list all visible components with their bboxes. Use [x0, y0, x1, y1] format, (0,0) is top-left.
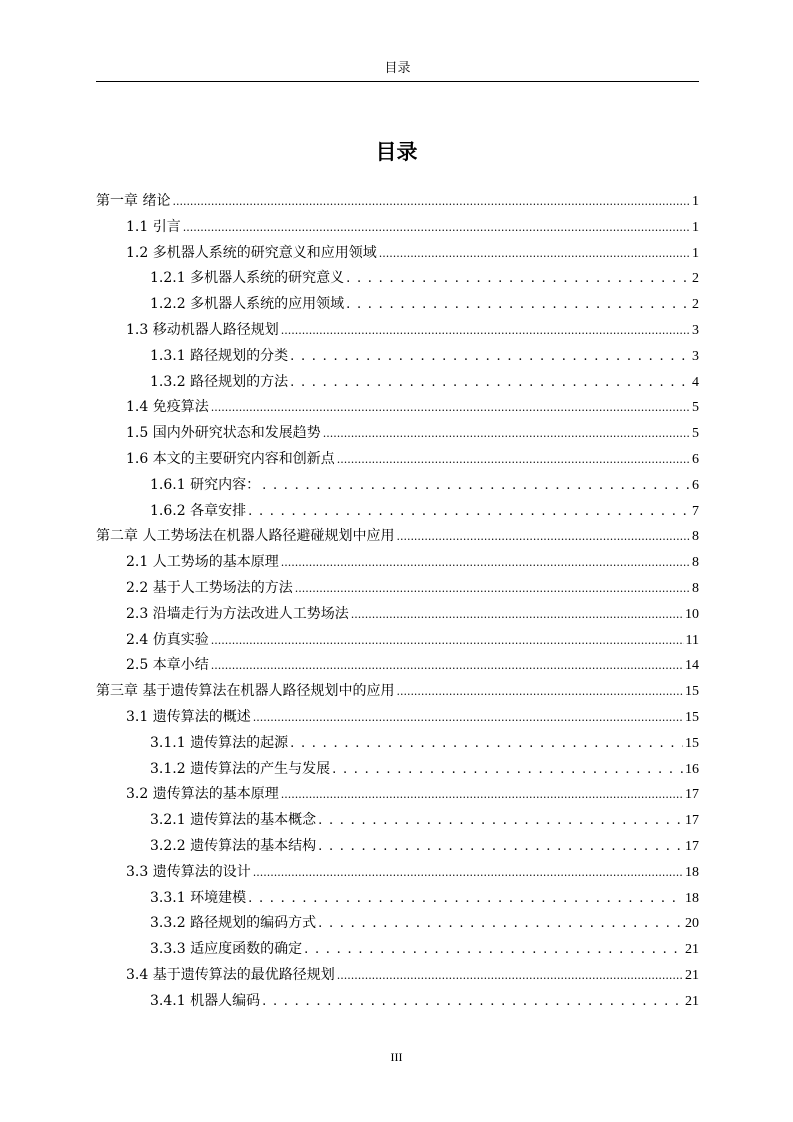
toc-dot-leader	[262, 988, 683, 1015]
toc-dot-leader	[337, 446, 690, 473]
toc-dot-leader	[337, 962, 683, 989]
toc-entry-page: 15	[685, 710, 699, 725]
toc-entry[interactable]	[126, 446, 699, 472]
page-title: 目录	[375, 139, 418, 164]
toc-entry-page: 6	[692, 477, 699, 493]
toc-entry-page: 3	[692, 323, 699, 338]
toc-entry-page: 10	[685, 606, 699, 622]
toc-entry-label: 1.6.2 各章安排	[150, 502, 247, 519]
toc-entry-page: 17	[685, 813, 699, 829]
toc-entry[interactable]	[150, 756, 699, 782]
toc-dot-leader	[281, 781, 683, 808]
toc-entry-label: 1.6 本文的主要研究内容和创新点	[126, 451, 335, 467]
toc-entry-label: 3.3.2 路径规划的编码方式	[150, 915, 317, 932]
toc-entry-label: 2.3 沿墙走行为方法改进人工势场法	[126, 605, 349, 622]
toc-entry-label: 3.4.1 机器人编码	[150, 992, 261, 1009]
toc-entry[interactable]	[126, 317, 699, 343]
toc-dot-leader	[346, 265, 690, 292]
toc-entry-page: 2	[692, 271, 699, 287]
toc-entry-label: 3.2.2 遗传算法的基本结构	[150, 838, 317, 854]
toc-dot-leader	[318, 910, 683, 937]
toc-entry-label: 1.5 国内外研究状态和发展趋势	[126, 425, 321, 442]
toc-dot-leader	[290, 369, 690, 396]
toc-entry-page: 1	[692, 245, 699, 261]
toc-entry-label: 1.3 移动机器人路径规划	[126, 322, 279, 338]
toc-entry-page: 14	[685, 658, 699, 674]
toc-dot-leader	[323, 420, 690, 447]
toc-entry[interactable]	[96, 678, 699, 704]
toc-entry-label: 1.2.2 多机器人系统的应用领域	[150, 296, 345, 313]
toc-entry[interactable]	[126, 575, 699, 601]
toc-entry[interactable]	[150, 472, 699, 498]
toc-entry[interactable]	[126, 859, 699, 885]
toc-entry-page: 5	[692, 426, 699, 442]
toc-entry-page: 11	[685, 632, 699, 648]
toc-entry[interactable]	[126, 394, 699, 420]
toc-entry-label: 2.2 基于人工势场法的方法	[126, 580, 293, 596]
toc-entry-label: 3.3.3 适应度函数的确定	[150, 941, 303, 958]
toc-entry-page: 4	[692, 374, 699, 390]
toc-entry-label: 第一章 绪论	[96, 193, 171, 209]
toc-dot-leader	[253, 704, 683, 731]
toc-entry[interactable]	[150, 988, 699, 1014]
toc-dot-leader	[290, 730, 683, 757]
toc-entry[interactable]	[150, 910, 699, 936]
toc-entry-label: 2.5 本章小结	[126, 657, 209, 674]
toc-entry-page: 3	[692, 348, 699, 364]
toc-dot-leader	[318, 833, 683, 860]
toc-entry[interactable]	[126, 781, 699, 807]
toc-entry-label: 1.3.2 路径规划的方法	[150, 373, 289, 390]
toc-entry[interactable]	[150, 291, 699, 317]
toc-dot-leader	[281, 549, 690, 576]
toc-entry-page: 18	[685, 864, 699, 880]
toc-entry-page: 16	[685, 761, 699, 777]
toc-entry[interactable]	[150, 265, 699, 291]
toc-entry-label: 1.2.1 多机器人系统的研究意义	[150, 270, 345, 287]
toc-entry-page: 7	[692, 503, 699, 519]
toc-entry[interactable]	[126, 704, 699, 730]
toc-entry-label: 3.2.1 遗传算法的基本概念	[150, 812, 317, 829]
toc-entry-label: 1.6.1 研究内容：	[150, 476, 261, 493]
toc-dot-leader	[172, 188, 690, 215]
running-header	[96, 60, 699, 82]
toc-entry[interactable]	[126, 549, 699, 575]
toc-entry-label: 1.4 免疫算法	[126, 399, 209, 416]
toc-dot-leader	[183, 214, 690, 241]
toc-entry[interactable]	[126, 652, 699, 678]
toc-entry-label: 第二章 人工势场法在机器人路径避碰规划中应用	[96, 528, 395, 545]
toc-entry[interactable]	[150, 498, 699, 524]
toc-entry[interactable]	[150, 343, 699, 369]
toc-entry-label: 第三章 基于遗传算法在机器人路径规划中的应用	[96, 683, 395, 700]
toc-entry-label: 1.2 多机器人系统的研究意义和应用领域	[126, 244, 377, 261]
page-number: III	[390, 1050, 403, 1064]
toc-dot-leader	[396, 678, 683, 705]
toc-dot-leader	[211, 394, 690, 421]
toc-entry-page: 6	[692, 452, 699, 467]
toc-dot-leader	[351, 601, 683, 628]
toc-entry-label: 2.1 人工势场的基本原理	[126, 554, 279, 571]
toc-entry-page: 8	[692, 555, 699, 571]
toc-entry-page: 2	[692, 297, 699, 313]
toc-dot-leader	[295, 575, 690, 602]
toc-entry[interactable]	[150, 833, 699, 859]
toc-entry-label: 1.1 引言	[126, 218, 181, 235]
toc-dot-leader	[379, 240, 690, 267]
toc-entry-page: 18	[685, 890, 699, 906]
toc-entry-page: 5	[692, 400, 699, 416]
toc-entry[interactable]	[126, 214, 699, 240]
toc-entry[interactable]	[126, 420, 699, 446]
toc-entry-label: 3.1.2 遗传算法的产生与发展	[150, 760, 331, 777]
toc-entry-page: 1	[692, 219, 699, 235]
toc-entry-page: 1	[692, 194, 699, 209]
toc-dot-leader	[248, 498, 690, 525]
toc-entry-label: 2.4 仿真实验	[126, 631, 209, 648]
toc-entry-label: 3.1 遗传算法的概述	[126, 709, 251, 725]
toc-entry[interactable]	[150, 730, 699, 756]
toc-dot-leader	[396, 523, 690, 550]
toc-dot-leader	[332, 756, 683, 783]
running-header-title: 目录	[384, 61, 411, 76]
toc-entry-label: 3.3 遗传算法的设计	[126, 863, 251, 880]
toc-entry-label: 3.2 遗传算法的基本原理	[126, 786, 279, 803]
toc-entry[interactable]	[126, 601, 699, 627]
toc-entry[interactable]	[126, 627, 699, 653]
toc-dot-leader	[262, 472, 690, 499]
toc-dot-leader	[253, 859, 683, 886]
toc-dot-leader	[281, 317, 690, 344]
toc-dot-leader	[304, 936, 683, 963]
toc-entry-label: 3.1.1 遗传算法的起源	[150, 734, 289, 751]
toc-entry-page: 15	[685, 684, 699, 700]
toc-entry-page: 8	[692, 581, 699, 596]
toc-dot-leader	[248, 885, 683, 912]
toc-entry[interactable]	[126, 240, 699, 266]
toc-dot-leader	[318, 807, 683, 834]
toc-entry-page: 17	[685, 787, 699, 803]
toc-entry-page: 20	[685, 916, 699, 932]
toc-dot-leader	[290, 343, 690, 370]
toc-entry[interactable]	[96, 188, 699, 214]
toc-entry[interactable]	[150, 369, 699, 395]
toc-entry[interactable]	[150, 936, 699, 962]
toc-entry[interactable]	[150, 885, 699, 911]
toc-dot-leader	[211, 627, 684, 654]
toc-entry-label: 3.4 基于遗传算法的最优路径规划	[126, 967, 335, 983]
toc-dot-leader	[346, 291, 690, 318]
toc-entry[interactable]	[150, 807, 699, 833]
toc-dot-leader	[211, 652, 683, 679]
toc-entry-page: 21	[685, 942, 699, 958]
toc-entry-page: 15	[685, 735, 699, 751]
toc-entry[interactable]	[126, 962, 699, 988]
toc-entry-page: 17	[685, 839, 699, 854]
toc-entry-page: 21	[685, 968, 699, 983]
toc-entry[interactable]	[96, 523, 699, 549]
toc-entry-page: 21	[685, 993, 699, 1009]
toc-entry-page: 8	[692, 529, 699, 545]
toc-entry-label: 1.3.1 路径规划的分类	[150, 347, 289, 364]
toc-entry-label: 3.3.1 环境建模	[150, 889, 247, 906]
